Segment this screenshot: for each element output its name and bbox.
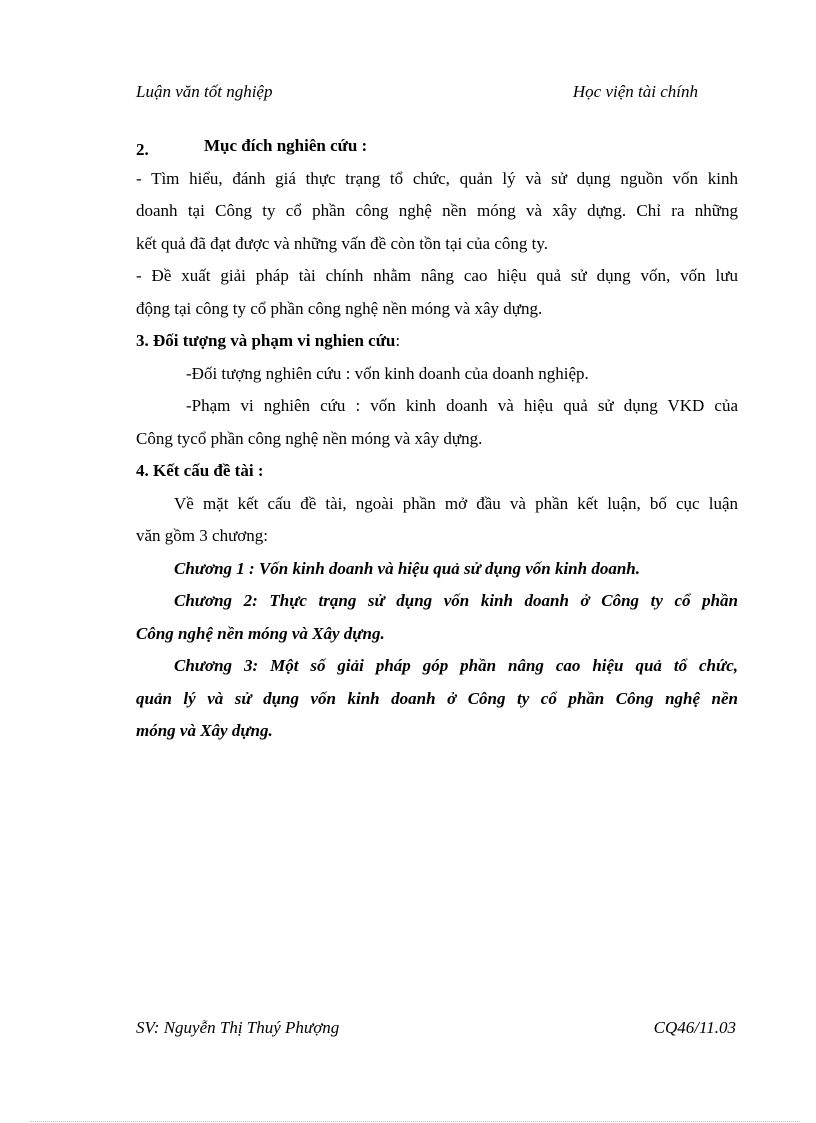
paragraph-line: -Đối tượng nghiên cứu : vốn kinh doanh của doanh nghiệp. — [186, 363, 589, 383]
paragraph-line: Về mặt kết cấu đề tài, ngoài phần mở đầu và phần kết luận, bố cục luận — [174, 493, 738, 513]
header-thesis-label: Luận văn tốt nghiệp — [136, 82, 273, 101]
section-2-number: 2. — [136, 140, 149, 159]
chapter-3-line: Chương 3: Một số giải pháp góp phần nâng cao hiệu quả tổ chức, — [174, 656, 738, 675]
chapter-2-line: Công nghệ nền móng và Xây dựng. — [136, 623, 385, 643]
paragraph-line: doanh tại Công ty cổ phần công nghệ nền móng và xây dựng. Chỉ ra những — [136, 201, 738, 220]
section-2-title: Mục đích nghiên cứu : — [204, 136, 368, 155]
chapter-3-line: quản lý và sử dụng vốn kinh doanh ở Công ty cổ phần Công nghệ nền — [136, 688, 738, 708]
section-3-colon: : — [395, 331, 401, 350]
chapter-2-line: Chương 2: Thực trạng sử dụng vốn kinh doanh ở Công ty cổ phần — [174, 591, 738, 610]
chapter-3-line: móng và Xây dựng. — [136, 721, 273, 740]
section-3-title: 3. Đối tượng và phạm vi nghien cứu — [136, 331, 396, 350]
page-bottom-divider — [30, 1121, 800, 1122]
page-footer — [136, 1018, 736, 1038]
paragraph-line: Công tycổ phần công nghệ nền móng và xây dựng. — [136, 428, 483, 448]
section-2-heading — [136, 130, 738, 163]
chapter-1-line: Chương 1 : Vốn kinh doanh và hiệu quả sử dụng vốn kinh doanh. — [174, 558, 640, 578]
paragraph-line: động tại công ty cổ phần công nghệ nền móng và xây dựng. — [136, 298, 543, 318]
footer-student-name: SV: Nguyễn Thị Thuý Phượng — [136, 1018, 340, 1037]
footer-class-code: CQ46/11.03 — [653, 1018, 736, 1037]
page-header — [136, 82, 700, 102]
paragraph-line: - Đề xuất giải pháp tài chính nhằm nâng cao hiệu quả sử dụng vốn, vốn lưu — [136, 266, 738, 285]
paragraph-line: - Tìm hiểu, đánh giá thực trạng tổ chức, quản lý và sử dụng nguồn vốn kinh — [136, 168, 738, 188]
section-4-heading: 4. Kết cấu đề tài : — [136, 461, 264, 480]
paragraph-line: -Phạm vi nghiên cứu : vốn kinh doanh và hiệu quả sử dụng VKD của — [186, 396, 738, 415]
document-body — [136, 130, 738, 748]
paragraph-line: văn gồm 3 chương: — [136, 526, 268, 545]
header-institution: Học viện tài chính — [572, 82, 698, 101]
section-3-heading — [136, 325, 738, 358]
paragraph-line: kết quả đã đạt được và những vấn đề còn tồn tại của công ty. — [136, 233, 548, 253]
